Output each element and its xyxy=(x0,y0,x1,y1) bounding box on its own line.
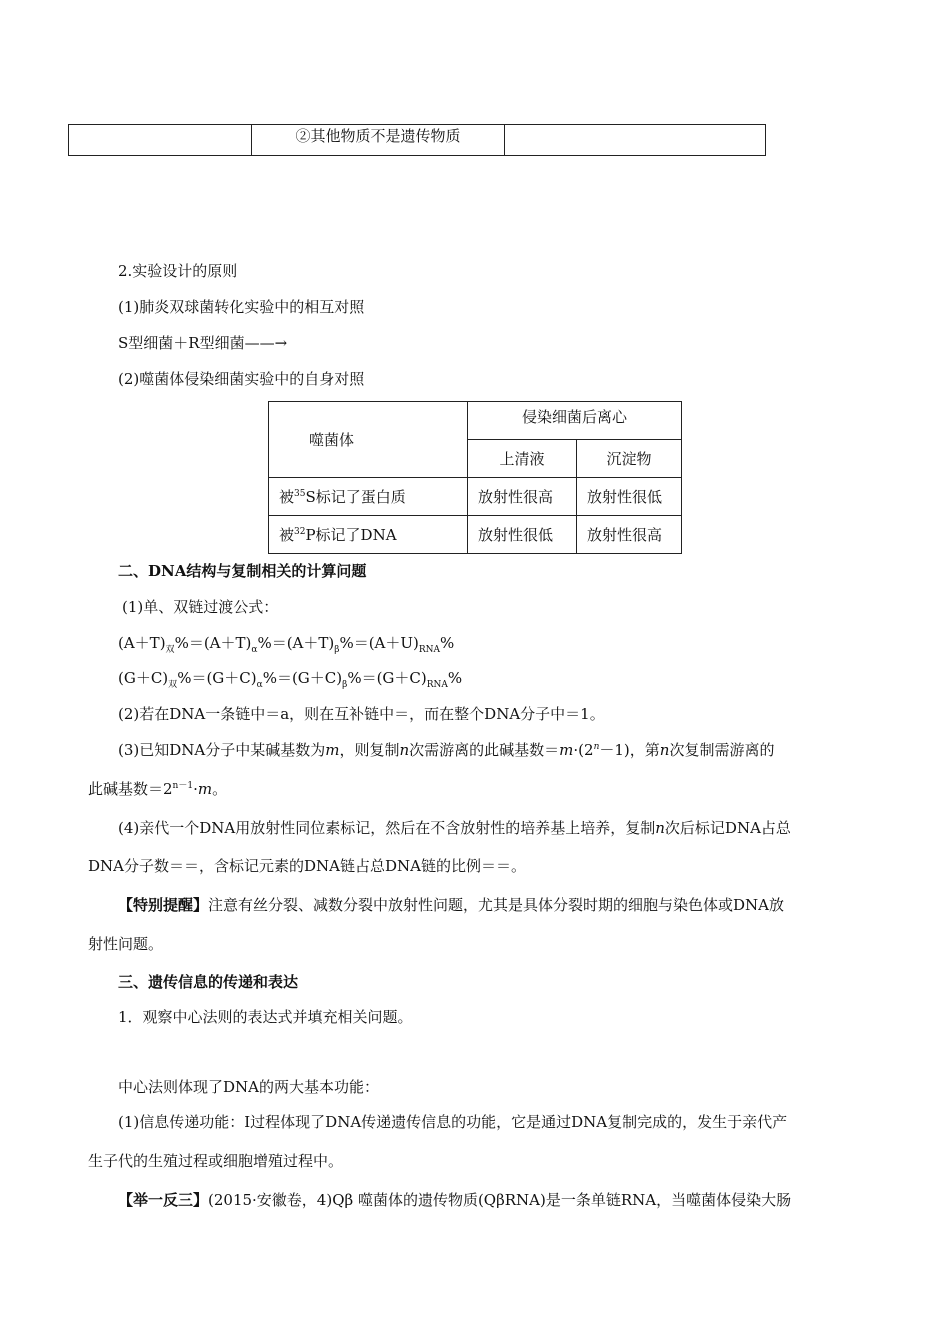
text: 此碱基数＝2 xyxy=(88,780,173,798)
paragraph: 中心法则体现了DNA的两大基本功能： xyxy=(118,1078,379,1096)
text: 次后标记DNA占总 xyxy=(664,819,791,837)
variable: m xyxy=(325,741,340,759)
formula-part: % xyxy=(440,634,455,652)
formula-part: %＝(G＋C) xyxy=(347,669,427,687)
formula-part: %＝(G＋C) xyxy=(177,669,257,687)
paragraph: 1．观察中心法则的表达式并填充相关问题。 xyxy=(118,1008,413,1026)
cell-text: 被 xyxy=(279,526,295,544)
phage-table xyxy=(268,401,682,554)
subscript: α xyxy=(251,645,258,655)
cell-text: 被 xyxy=(279,488,295,506)
section-heading: 2.实验设计的原则 xyxy=(118,262,238,280)
table-cell xyxy=(69,125,252,156)
table-header-cell: 侵染细菌后离心 xyxy=(468,402,682,440)
paragraph xyxy=(88,778,227,799)
text: 次复制需游离的 xyxy=(669,741,775,759)
table-header-cell: 沉淀物 xyxy=(577,440,682,478)
paragraph xyxy=(118,1189,791,1210)
table-cell: 放射性很低 xyxy=(577,478,682,516)
subscript: β xyxy=(342,680,348,690)
subscript: α xyxy=(256,680,263,690)
formula-line: S型细菌＋R型细菌——→ xyxy=(118,334,288,352)
text: ，则复制 xyxy=(339,741,400,759)
paragraph: DNA分子数＝＝，含标记元素的DNA链占总DNA链的比例＝＝。 xyxy=(88,857,526,875)
variable: n xyxy=(659,741,670,759)
text: －1)，第 xyxy=(599,741,660,759)
variable: n xyxy=(655,819,665,837)
table-cell: 放射性很低 xyxy=(468,516,577,554)
superscript: 35 xyxy=(294,489,306,499)
formula-part: %＝(A＋T) xyxy=(174,634,252,652)
paragraph: (1)单、双链过渡公式： xyxy=(122,598,279,616)
subscript: 双 xyxy=(165,645,175,655)
paragraph: 生子代的生殖过程或细胞增殖过程中。 xyxy=(88,1152,344,1170)
formula-part: (G＋C) xyxy=(118,669,169,687)
paragraph: (1)信息传递功能：Ⅰ过程体现了DNA传递遗传信息的功能，它是通过DNA复制完成的，发生于亲代产 xyxy=(118,1113,788,1131)
table-cell xyxy=(505,125,766,156)
text: 。 xyxy=(212,780,228,798)
formula-part: (A＋T) xyxy=(118,634,166,652)
table-header-cell: 上清液 xyxy=(468,440,577,478)
variable: m xyxy=(197,780,213,798)
text: ·(2 xyxy=(573,741,594,759)
table-row xyxy=(269,478,682,516)
formula-part: % xyxy=(447,669,463,687)
section-heading: 三、遗传信息的传递和表达 xyxy=(118,973,299,991)
cell-text: P标记了DNA xyxy=(305,526,397,544)
paragraph: (1)肺炎双球菌转化实验中的相互对照 xyxy=(118,298,365,316)
table-cell xyxy=(269,478,468,516)
table-cell xyxy=(269,516,468,554)
variable: n xyxy=(399,741,410,759)
variable: m xyxy=(559,741,574,759)
table-header-cell: 噬菌体 xyxy=(269,402,468,478)
paragraph xyxy=(118,817,791,838)
superscript: 32 xyxy=(294,527,306,537)
subscript: 双 xyxy=(168,680,178,690)
example-label: 【举一反三】 xyxy=(118,1191,209,1209)
text: 次需游离的此碱基数＝ xyxy=(409,741,560,759)
paragraph xyxy=(118,894,784,915)
cell-text: S标记了蛋白质 xyxy=(305,488,406,506)
table-cell: 放射性很高 xyxy=(577,516,682,554)
formula-line xyxy=(118,667,462,690)
formula-part: %＝(A＋T) xyxy=(257,634,335,652)
formula-part: %＝(G＋C) xyxy=(262,669,343,687)
table-row xyxy=(69,125,766,156)
subscript: RNA xyxy=(418,645,441,655)
text: (2015·安徽卷，4)Qβ 噬菌体的遗传物质(QβRNA)是一条单链RNA，当噬菌体侵染大肠 xyxy=(208,1191,792,1209)
paragraph: 射性问题。 xyxy=(88,935,164,953)
section-heading: 二、DNA结构与复制相关的计算问题 xyxy=(118,562,367,580)
top-table xyxy=(68,124,766,156)
text: (3)已知DNA分子中某碱基数为 xyxy=(118,741,326,759)
tip-label: 【特别提醒】 xyxy=(118,896,209,914)
variable: n xyxy=(593,742,600,752)
superscript: n－1 xyxy=(172,781,194,791)
table-row xyxy=(269,516,682,554)
table-row xyxy=(269,402,682,440)
formula-line xyxy=(118,632,454,655)
subscript: RNA xyxy=(426,680,448,690)
subscript: β xyxy=(334,645,340,655)
formula-part: %＝(A＋U) xyxy=(339,634,419,652)
table-cell: 放射性很高 xyxy=(468,478,577,516)
text: · xyxy=(193,780,198,798)
table-cell: ②其他物质不是遗传物质 xyxy=(252,125,505,156)
paragraph: (2)若在DNA一条链中＝a，则在互补链中＝，而在整个DNA分子中＝1。 xyxy=(118,705,605,723)
text: 注意有丝分裂、减数分裂中放射性问题，尤其是具体分裂时期的细胞与染色体或DNA放 xyxy=(208,896,785,914)
paragraph xyxy=(118,739,774,760)
paragraph: (2)噬菌体侵染细菌实验中的自身对照 xyxy=(118,370,365,388)
text: (4)亲代一个DNA用放射性同位素标记，然后在不含放射性的培养基上培养，复制 xyxy=(118,819,656,837)
